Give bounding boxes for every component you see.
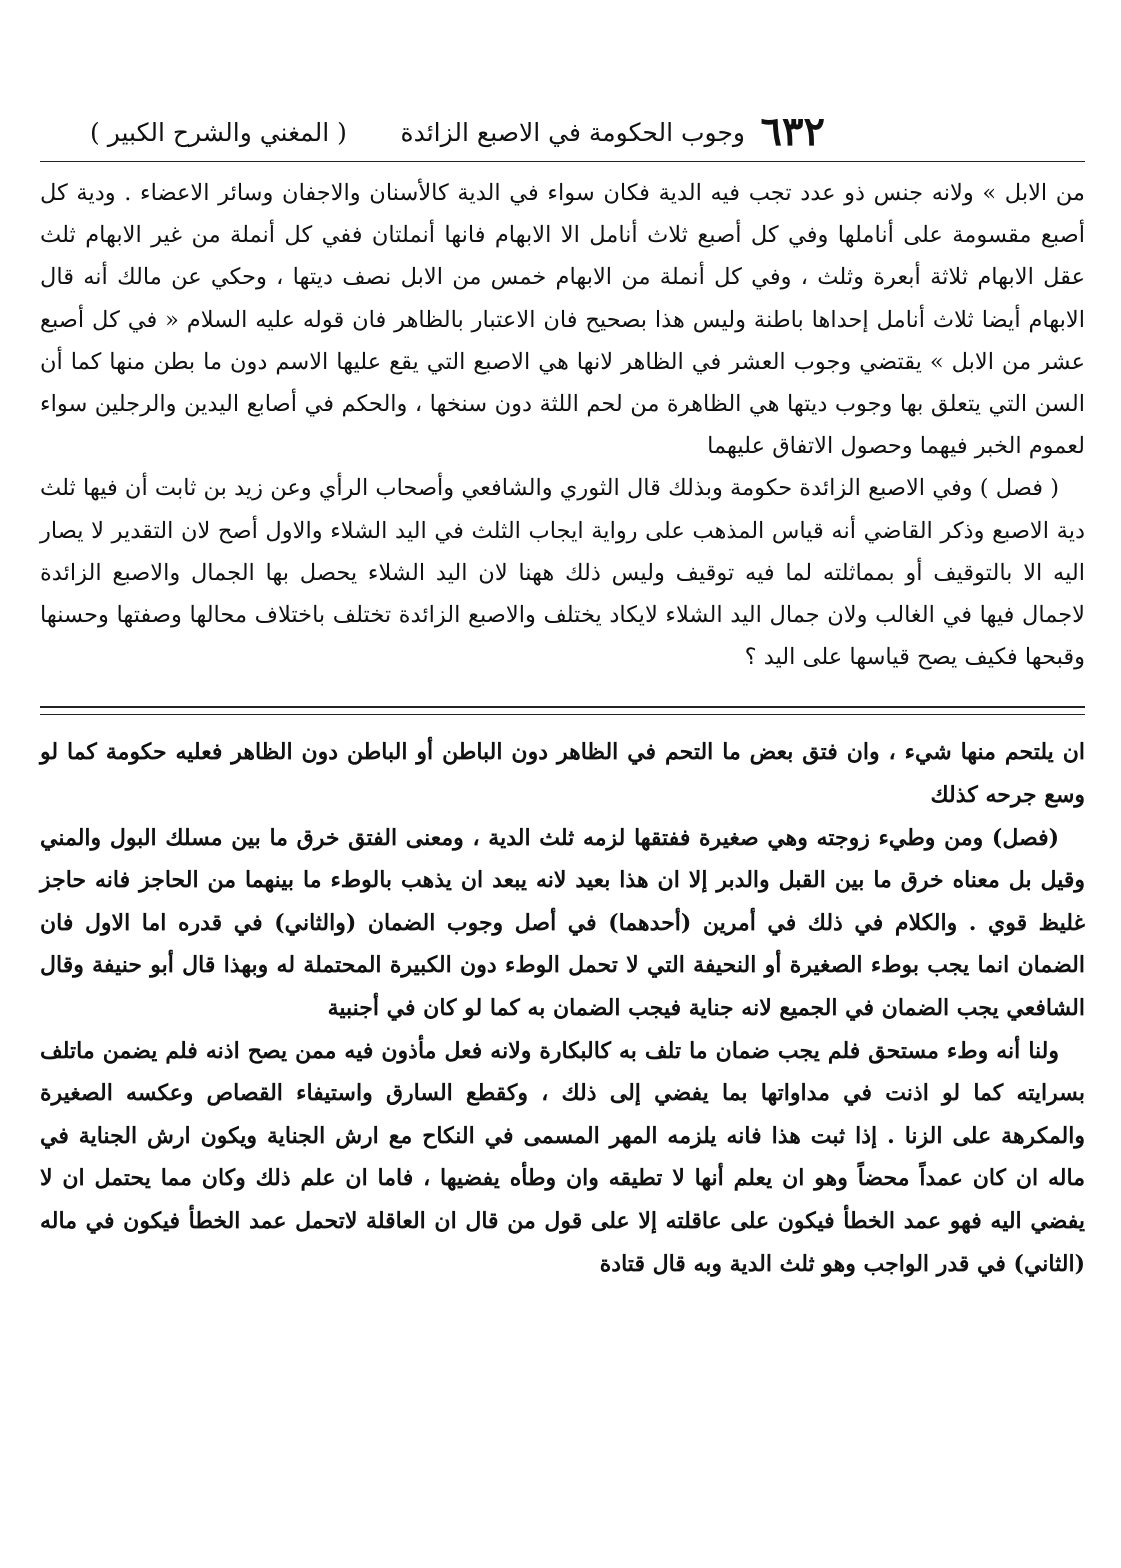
book-title: ( المغني والشرح الكبير )	[90, 118, 347, 147]
page-number: ٦٣٢	[760, 108, 825, 155]
running-title: وجوب الحكومة في الاصبع الزائدة	[400, 118, 745, 147]
commentary-paragraph: ان يلتحم منها شيء ، وان فتق بعض ما التحم في الظاهر دون الباطن أو الباطن دون الظاهر فعليه حكومة كما لو وسع جرحه كذلك	[40, 739, 1085, 809]
page-header	[40, 100, 1085, 162]
header-rule	[40, 161, 1085, 162]
commentary-text	[40, 731, 1085, 1285]
commentary-paragraph: (فصل) ومن وطيء زوجته وهي صغيرة ففتقها لزمه ثلث الدية ، ومعنى الفتق خرق ما بين مسلك البول والمني وقيل بل معناه خرق ما بين القبل والدبر إلا ان هذا بعيد لانه يبعد ان يذهب بالوطء ما بينهما من الحاجز فانه حاجز غليظ قوي . والكلام في ذلك في أمرين (أحدهما) في أصل وجوب الضمان (والثاني) في قدره اما الاول فان الضمان انما يجب بوطء الصغيرة أو النحيفة التي لا تحمل الوطء دون الكبيرة المحتملة له وبهذا قال أبو حنيفة وقال الشافعي يجب الضمان في الجميع لانه جناية فيجب الضمان به كما لو كان في أجنبية	[40, 824, 1085, 1021]
section-separator	[40, 706, 1085, 715]
commentary-paragraph: ولنا أنه وطء مستحق فلم يجب ضمان ما تلف به كالبكارة ولانه فعل مأذون فيه ممن يصح اذنه فلم يضمن ماتلف بسرايته كما لو اذنت في مداواتها بما يفضي إلى ذلك ، وكقطع السارق واستيفاء القصاص وعكسه الصغيرة والمكرهة على الزنا . إذا ثبت هذا فانه يلزمه المهر المسمى في النكاح مع ارش الجناية ويكون ارش الجناية في ماله ان كان عمداً محضاً وهو ان يعلم أنها لا تطيقه وان وطأه يفضيها ، فاما ان علم ذلك وكان مما يحتمل ان لا يفضي اليه فهو عمد الخطأ فيكون على عاقلته إلا على قول من قال ان العاقلة لاتحمل عمد الخطأ فيكون في ماله (الثاني) في قدر الواجب وهو ثلث الدية وبه قال قتادة	[40, 1037, 1085, 1277]
main-paragraph: من الابل » ولانه جنس ذو عدد تجب فيه الدية فكان سواء في الدية كالأسنان والاجفان وسائر الاعضاء . ودية كل أصبع مقسومة على أناملها وفي كل أصبع ثلاث أنامل الا الابهام فانها أنملتان ففي كل أنملة من غير الابهام ثلث عقل الابهام ثلاثة أبعرة وثلث ، وفي كل أنملة من الابهام خمس من الابل نصف ديتها ، وحكي عن مالك أنه قال الابهام أيضا ثلاث أنامل إحداها باطنة وليس هذا بصحيح فان الاعتبار بالظاهر فان قوله عليه السلام « في كل أصبع عشر من الابل » يقتضي وجوب العشر في الظاهر لانها هي الاصبع التي يقع عليها الاسم دون ما بطن منها كما أن السن التي يتعلق بها وجوب ديتها هي الظاهرة من لحم اللثة دون سنخها ، والحكم في أصابع اليدين والرجلين سواء لعموم الخبر فيهما وحصول الاتفاق عليهما	[40, 180, 1085, 460]
book-page	[40, 100, 1085, 1540]
main-paragraph: ( فصل ) وفي الاصبع الزائدة حكومة وبذلك قال الثوري والشافعي وأصحاب الرأي وعن زيد بن ثابت أن فيها ثلث دية الاصبع وذكر القاضي أنه قياس المذهب على رواية ايجاب الثلث في اليد الشلاء والاول أصح لان التقدير لا يصار اليه الا بالتوقيف أو بمماثلته لما فيه توقيف وليس ذلك ههنا لان اليد الشلاء يحصل بها الجمال والاصبع الزائدة لاجمال فيها في الغالب ولان جمال اليد الشلاء لايكاد يختلف والاصبع الزائدة تختلف باختلاف محالها وصفتها وحسنها وقبحها فكيف يصح قياسها على اليد ؟	[40, 475, 1085, 671]
main-text	[40, 172, 1085, 678]
